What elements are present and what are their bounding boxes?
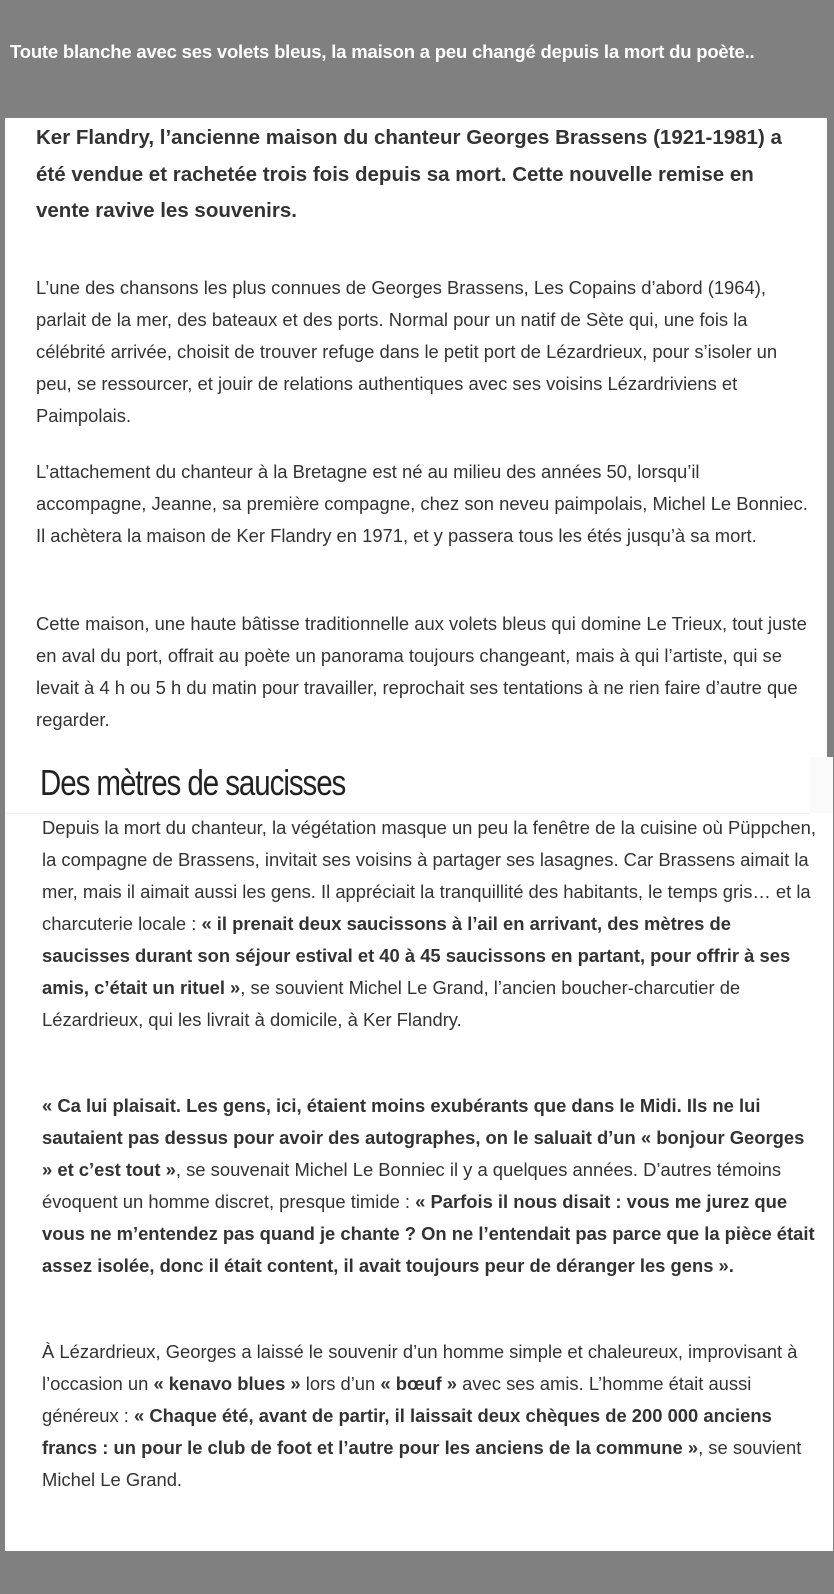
quote-text: « Parfois il nous disait : vous me jurez que vous ne m’entendez pas quand je chante ? On ne l’entendait pas parce que la pièce était assez isolée, donc il était content, il avait toujours peur de déranger les gens ».	[42, 1191, 815, 1276]
paragraph-text: , se souvenait Michel Le Bonniec il y a quelques années. D’autres témoins évoquent un homme discret, presque timide :	[42, 1159, 782, 1212]
section-paragraph	[42, 812, 817, 1036]
article-paragraph: L’une des chansons les plus connues de Georges Brassens, Les Copains d’abord (1964), parlait de la mer, des bateaux et des ports. Normal pour un natif de Sète qui, une fois la célébrité arrivée, choisit de trouver refuge dans le petit port de Lézardrieux, pour s’isoler un peu, se ressourcer, et jouir de relations authentiques avec ses voisins Lézardriviens et Paimpolais.	[36, 277, 778, 426]
section-paragraph	[42, 1336, 817, 1496]
photo-caption: Toute blanche avec ses volets bleus, la maison a peu changé depuis la mort du poète..	[10, 41, 755, 62]
quote-text: « bœuf »	[380, 1373, 457, 1394]
quote-text: « il prenait deux saucissons à l’ail en arrivant, des mètres de saucisses durant son séjour estival et 40 à 45 saucissons en partant, pour offrir à ses amis, c’était un rituel »	[42, 913, 791, 998]
quote-text: « Chaque été, avant de partir, il laissait deux chèques de 200 000 anciens francs : un pour le club de foot et l’autre pour les anciens de la commune »	[42, 1405, 772, 1458]
paragraph-text: Depuis la mort du chanteur, la végétation masque un peu la fenêtre de la cuisine où Püppchen, la compagne de Brassens, invitait ses voisins à partager ses lasagnes. Car Brassens aimait la mer, mais il aimait aussi les gens. Il appréciait la tranquillité des habitants, le temps gris… et la charcuterie locale :	[42, 817, 816, 934]
paragraph-text: avec ses amis. L’homme était aussi généreux :	[42, 1373, 752, 1426]
section-heading: Des mètres de saucisses	[40, 762, 346, 803]
quote-text: « kenavo blues »	[153, 1373, 301, 1394]
quote-text: « Ca lui plaisait. Les gens, ici, étaient moins exubérants que dans le Midi. Ils ne lui sautaient pas dessus pour avoir des autographes, on le saluait d’un « bonjour Georges » et c’est tout »	[42, 1095, 805, 1180]
paragraph-text: lors d’un	[300, 1373, 381, 1394]
article-paragraph: Cette maison, une haute bâtisse traditionnelle aux volets bleus qui domine Le Trieux, tout juste en aval du port, offrait au poète un panorama toujours changeant, mais à qui l’artiste, qui se levait à 4 h ou 5 h du matin pour travailler, reprochait ses tentations à ne rien faire d’autre que regarder.	[36, 613, 807, 730]
article-lead: Ker Flandry, l’ancienne maison du chanteur Georges Brassens (1921-1981) a été vendue et rachetée trois fois depuis sa mort. Cette nouvelle remise en vente ravive les souvenirs.	[36, 126, 782, 222]
section-heading-edge	[810, 757, 833, 813]
article-paragraph: L’attachement du chanteur à la Bretagne est né au milieu des années 50, lorsqu’il accompagne, Jeanne, sa première compagne, chez son neveu paimpolais, Michel Le Bonniec. Il achètera la maison de Ker Flandry en 1971, et y passera tous les étés jusqu’à sa mort.	[36, 461, 808, 546]
photo-caption-bar	[0, 0, 834, 118]
paragraph-text: , se souvient Michel Le Grand, l’ancien boucher-charcutier de Lézardrieux, qui les livrait à domicile, à Ker Flandry.	[42, 977, 741, 1030]
paragraph-text: , se souvient Michel Le Grand.	[42, 1437, 802, 1490]
section-paragraph	[42, 1090, 817, 1282]
paragraph-text: À Lézardrieux, Georges a laissé le souvenir d’un homme simple et chaleureux, improvisant à l’occasion un	[42, 1341, 798, 1394]
